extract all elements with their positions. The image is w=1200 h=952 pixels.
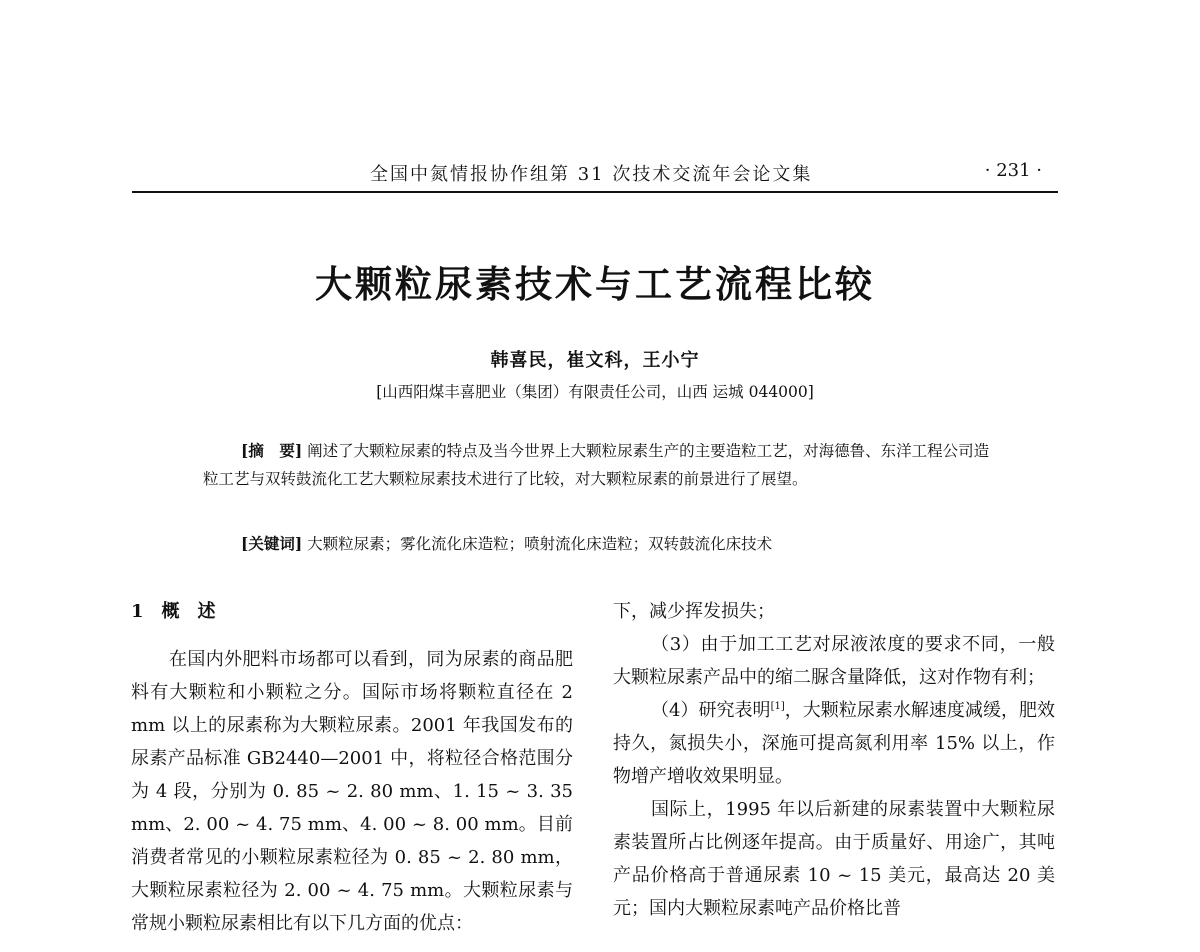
body-paragraph: 在国内外肥料市场都可以看到，同为尿素的商品肥料有大颗粒和小颗粒之分。国际市场将颗粒直径在 2 mm 以上的尿素称为大颗粒尿素。2001 年我国发布的尿素产品标准 GB2440—2001 中，将粒径合格范围分为 4 段，分别为 0. 85 ~ 2. 80 mm、1. 15 ~ 3. 35 mm、2. 00 ~ 4. 75 mm、4. 00 ~ 8. 00 mm。目前消费者常见的小颗粒尿素粒径为 0. 85 ~ 2. 80 mm，大颗粒尿素粒径为 2. 00 ~ 4. 75 mm。大颗粒尿素与常规小颗粒尿素相比有以下几方面的优点： [131, 649, 573, 934]
header-rule [132, 191, 1058, 193]
affiliation: [山西阳煤丰喜肥业（集团）有限责任公司，山西 运城 044000] [376, 383, 814, 401]
body-paragraph: 下，减少挥发损失； [613, 601, 775, 622]
journal-title: 全国中氮情报协作组第 31 次技术交流年会论文集 [370, 164, 813, 185]
page-number: · 231 · [984, 160, 1042, 181]
abstract-label: [摘 要] [241, 441, 303, 460]
keywords [203, 530, 995, 558]
body-paragraph: 国际上，1995 年以后新建的尿素装置中大颗粒尿素装置所占比例逐年提高。由于质量好、用途广，其吨产品价格高于普通尿素 10 ~ 15 美元，最高达 20 美元；国内大颗粒尿素吨产品价格比普 [613, 799, 1055, 919]
body-text: ，大颗粒尿素水解速度减缓，肥效持久，氮损失小，深施可提高氮利用率 15% 以上，作物增产增收效果明显。 [613, 700, 1056, 787]
body-paragraph [613, 694, 1055, 793]
keywords-text: 大颗粒尿素；雾化流化床造粒；喷射流化床造粒；双转鼓流化床技术 [307, 535, 773, 553]
left-column [131, 595, 573, 940]
citation-ref[interactable]: [1] [770, 701, 785, 712]
keywords-label: [关键词] [241, 534, 303, 553]
abstract-text: 阐述了大颗粒尿素的特点及当今世界上大颗粒尿素生产的主要造粒工艺，对海德鲁、东洋工程公司造粒工艺与双转鼓流化工艺大颗粒尿素技术进行了比较，对大颗粒尿素的前景进行了展望。 [203, 442, 990, 488]
body-text: （4）研究表明 [651, 700, 771, 721]
abstract [203, 437, 995, 493]
body-paragraph: （3）由于加工工艺对尿液浓度的要求不同，一般大颗粒尿素产品中的缩二脲含量降低，这对作物有利； [613, 634, 1055, 688]
running-header [132, 158, 1062, 188]
right-column [613, 595, 1055, 925]
section-heading: 1 概 述 [131, 601, 216, 622]
paper-title: 大颗粒尿素技术与工艺流程比较 [315, 262, 875, 306]
authors: 韩喜民，崔文科，王小宁 [490, 350, 700, 371]
